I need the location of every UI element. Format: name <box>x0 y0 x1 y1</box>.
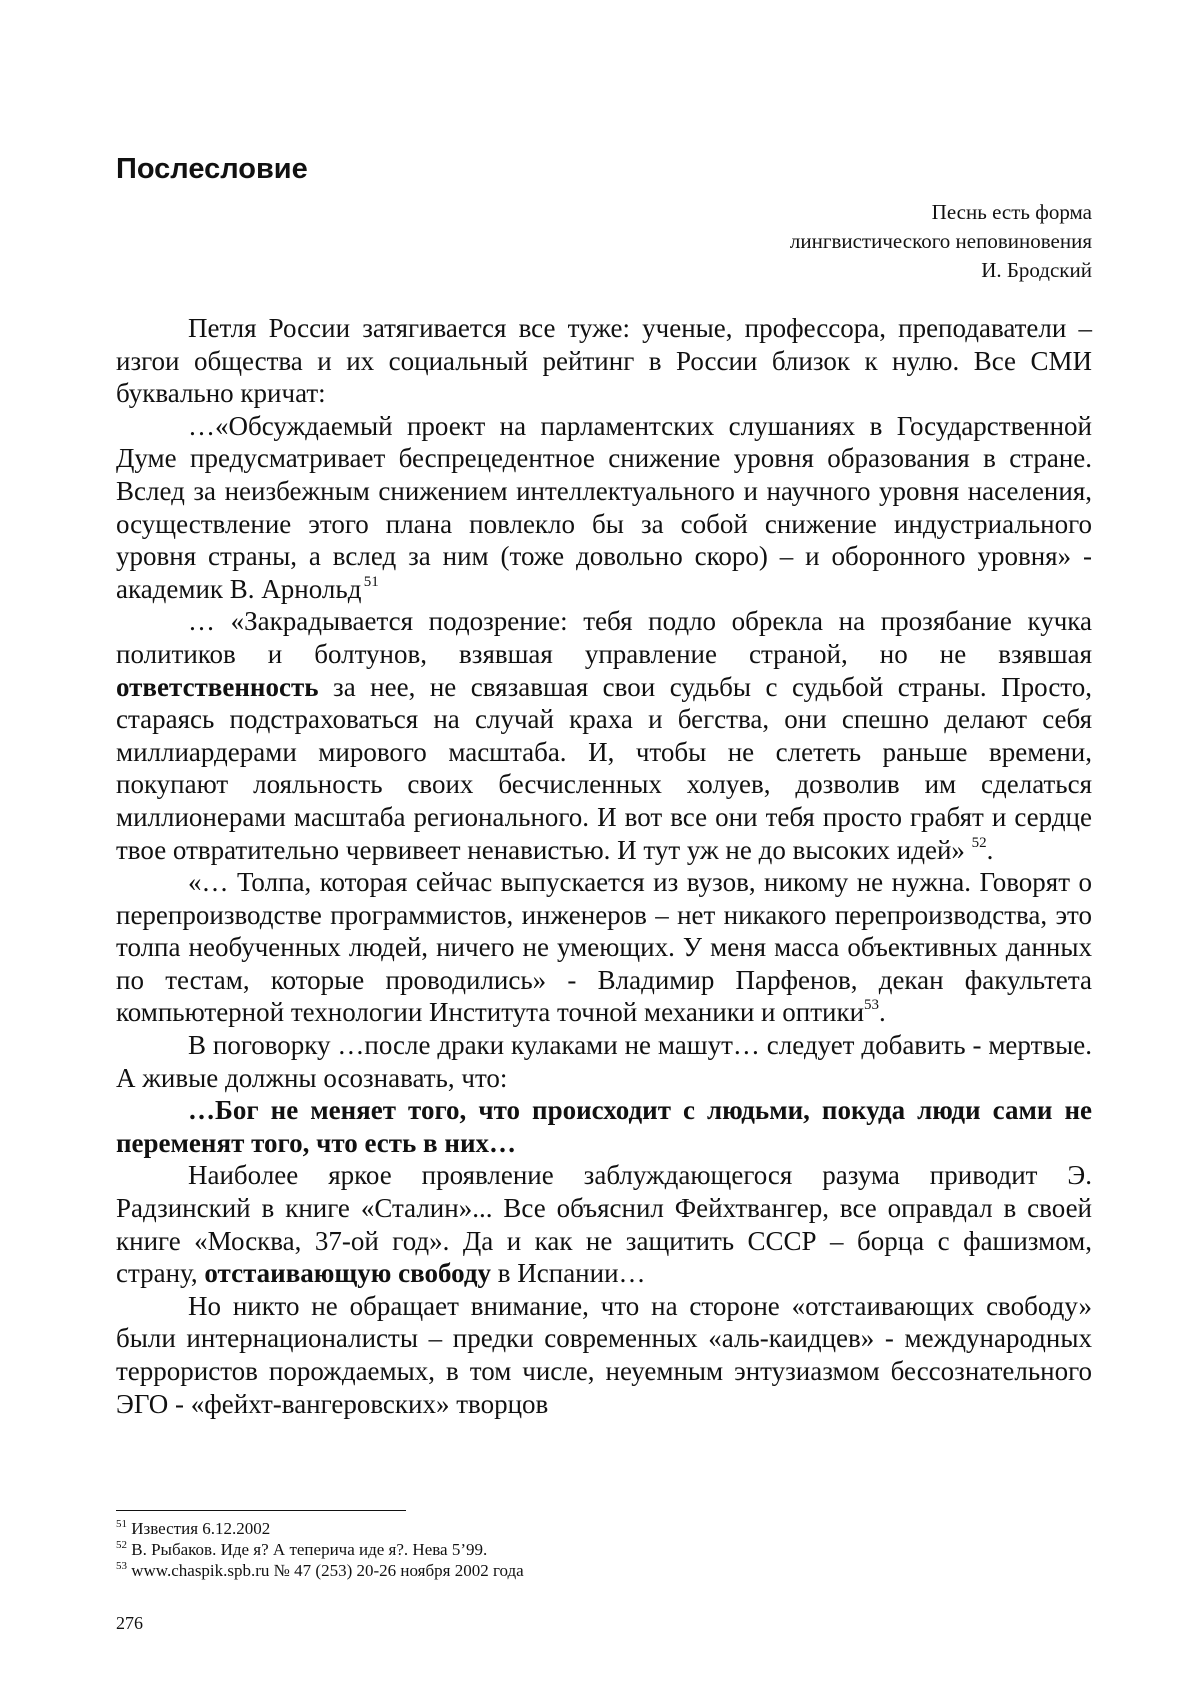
footnote-ref: 53 <box>864 997 880 1014</box>
footnotes <box>116 1518 1092 1581</box>
footnote-number: 52 <box>116 1539 127 1551</box>
paragraph <box>116 1029 1092 1094</box>
paragraph-text: Наиболее яркое проявление заблуждающегося разума приводит Э. Радзинский в книге «Сталин»... Все объяснил Фейхтвангер, все оправдал в своей книге «Москва, 37-ой год». Да и как не защитить СССР – борца с фашизмом, страну, <box>116 1160 1092 1289</box>
chapter-heading: Послесловие <box>116 153 308 185</box>
quote-text: … «Закрадывается подозрение: тебя подло обрекла на прозябание кучка политиков и болтунов, взявшая управление страной, но не взявшая <box>116 606 1092 669</box>
quote-text: «… Толпа, которая сейчас выпускается из вузов, никому не нужна. Говорят о перепроизводстве программистов, инженеров – нет никакого перепроизводства, это толпа необученных людей, ничего не умеющих. У меня масса объективных данных по тестам, которые проводились» - Владимир Парфенов, декан факультета компьютерной технологии Института точной механики и оптики <box>116 867 1092 1028</box>
paragraph-text: В поговорку …после драки кулаками не машут… следует добавить - мертвые. А живые должны осознавать, что: <box>116 1030 1092 1093</box>
punctuation: . <box>986 834 994 865</box>
bold-paragraph <box>116 1094 1092 1159</box>
paragraph <box>116 866 1092 1029</box>
footnote-number: 51 <box>116 1518 127 1530</box>
page-number: 276 <box>116 1613 143 1633</box>
footnote <box>116 1539 1092 1560</box>
emphasis-text: …Бог не меняет того, что происходит с людьми, покуда люди сами не переменят того, что есть в них… <box>116 1095 1092 1158</box>
footnote-ref: 51 <box>363 573 379 590</box>
paragraph <box>116 605 1092 866</box>
paragraph-text: Петля России затягивается все туже: ученые, профессора, преподаватели – изгои общества и их социальный рейтинг в России близок к нулю. Все СМИ буквально кричат: <box>116 313 1092 409</box>
footnote-separator <box>116 1510 406 1511</box>
footnote-text: В. Рыбаков. Иде я? А теперича иде я?. Нева 5’99. <box>131 1540 488 1559</box>
quote-text: …«Обсуждаемый проект на парламентских слушаниях в Государственной Думе предусматривает беспрецедентное снижение уровня образования в стране. Вслед за неизбежным снижением интеллектуального и научного уровня населения, осуществление этого плана повлекло бы за собой снижение индустриального уровня страны, а вслед за ним (тоже довольно скоро) – и оборонного уровня» - академик В. Арнольд <box>116 410 1092 604</box>
footnote <box>116 1518 1092 1539</box>
punctuation: . <box>879 997 886 1028</box>
paragraph <box>116 410 1092 606</box>
body-text <box>116 312 1092 1420</box>
paragraph <box>116 1290 1092 1420</box>
quote-text: за нее, не связавшая свои судьбы с судьбой страны. Просто, стараясь подстраховаться на случай краха и бегства, они спешно делают себя миллиардерами мирового масштаба. И, чтобы не слететь раньше времени, покупают лояльность своих бесчисленных холуев, дозволив им сделаться миллионерами масштаба регионального. И вот все они тебя просто грабят и сердце твое отвратительно червивеет ненавистью. И тут уж не до высоких идей» <box>116 671 1092 865</box>
emphasis-text: отстаивающую свободу <box>204 1258 492 1289</box>
paragraph <box>116 312 1092 410</box>
footnote-text: Известия 6.12.2002 <box>131 1519 271 1538</box>
footnote <box>116 1560 1092 1581</box>
epigraph-line: Песнь есть форма <box>931 200 1092 224</box>
emphasis-text: ответственность <box>116 671 319 702</box>
footnote-number: 53 <box>116 1560 127 1572</box>
epigraph-line: лингвистического неповиновения <box>789 229 1092 253</box>
paragraph-text: в Испании… <box>497 1258 646 1289</box>
epigraph <box>790 198 1092 285</box>
footnote-text: www.chaspik.spb.ru № 47 (253) 20-26 ноября 2002 года <box>131 1561 524 1580</box>
footnote-ref: 52 <box>971 834 987 851</box>
paragraph <box>116 1159 1092 1289</box>
epigraph-author: И. Бродский <box>981 258 1092 282</box>
paragraph-text: Но никто не обращает внимание, что на стороне «отстаивающих свободу» были интернационалисты – предки современных «аль-каидцев» - международных террористов порождаемых, в том числе, неуемным энтузиазмом бессознательного ЭГО - «фейхт-вангеровских» творцов <box>116 1290 1092 1419</box>
